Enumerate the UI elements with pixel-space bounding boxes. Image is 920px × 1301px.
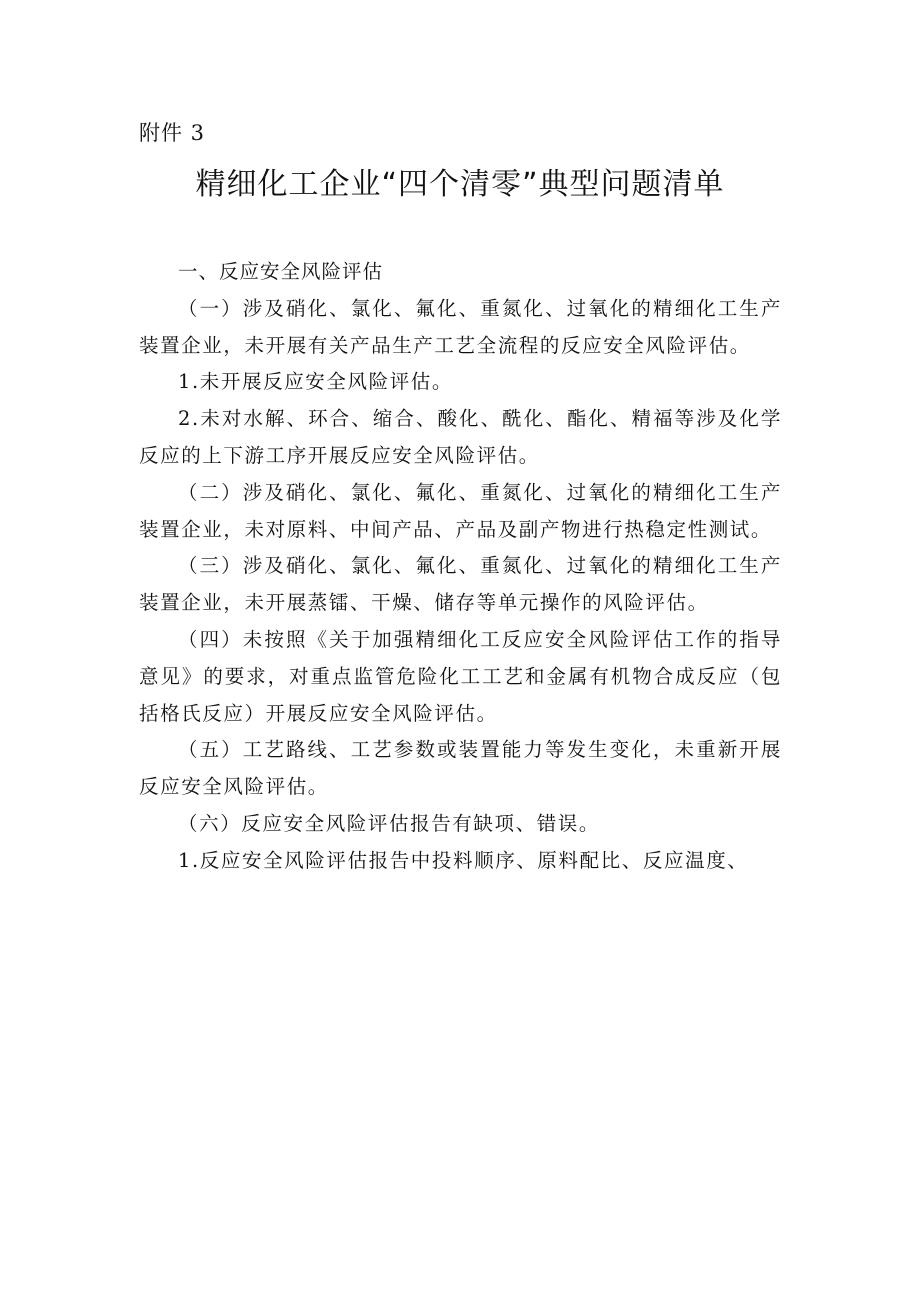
document-body	[139, 254, 782, 880]
document-title: 精细化工企业“四个清零”典型问题清单	[195, 167, 725, 202]
section-heading: 一、反应安全风险评估	[178, 260, 384, 283]
paragraph: （二）涉及硝化、氯化、氟化、重氮化、过氧化的精细化工生产装置企业，未对原料、中间产品、产品及副产物进行热稳定性测试。	[139, 480, 782, 541]
paragraph: 2.未对水解、环合、缩合、酸化、酰化、酯化、精福等涉及化学反应的上下游工序开展反应安全风险评估。	[139, 407, 782, 467]
paragraph: 1.反应安全风险评估报告中投料顺序、原料配比、反应温度、	[178, 848, 749, 872]
paragraph: （四）未按照《关于加强精细化工反应安全风险评估工作的指导意见》的要求，对重点监管危险化工工艺和金属有机物合成反应（包括格氏反应）开展反应安全风险评估。	[139, 627, 782, 725]
paragraph: 1.未开展反应安全风险评估。	[178, 370, 454, 394]
paragraph: （六）反应安全风险评估报告有缺项、错误。	[178, 811, 601, 835]
paragraph: （一）涉及硝化、氯化、氟化、重氮化、过氧化的精细化工生产装置企业，未开展有关产品生产工艺全流程的反应安全风险评估。	[139, 296, 782, 357]
paragraph: （五）工艺路线、工艺参数或装置能力等发生变化，未重新开展反应安全风险评估。	[139, 738, 782, 799]
paragraph: （三）涉及硝化、氯化、氟化、重氮化、过氧化的精细化工生产装置企业，未开展蒸镭、干燥、储存等单元操作的风险评估。	[139, 554, 782, 615]
annex-label: 附件 3	[139, 121, 206, 145]
